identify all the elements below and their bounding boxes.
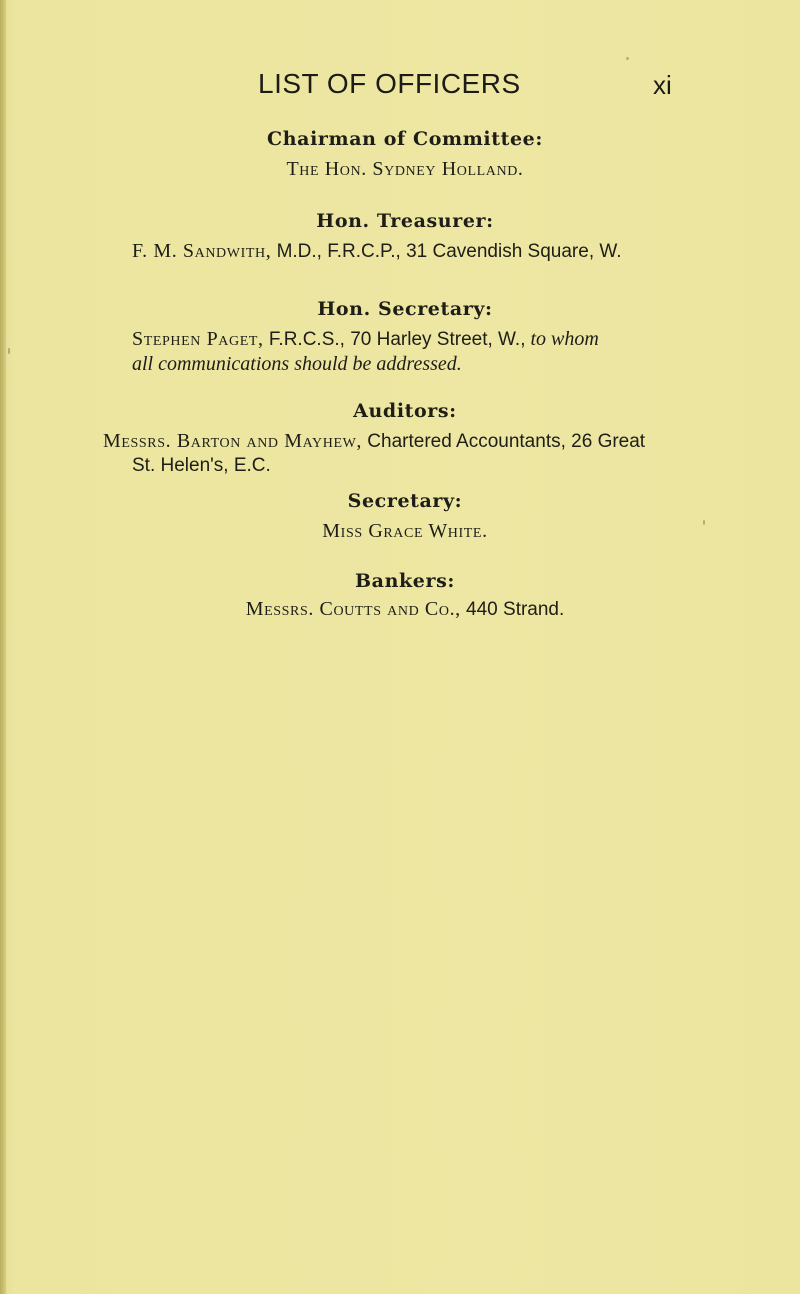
running-header — [0, 68, 800, 108]
hon-secretary-note-start: to whom — [530, 328, 599, 350]
secretary-section — [0, 490, 800, 543]
chairman-section — [0, 128, 800, 181]
page-number: xi — [653, 70, 672, 100]
treasurer-section — [0, 210, 800, 263]
auditors-heading: Auditors: — [353, 400, 457, 422]
treasurer-name: F. M. Sandwith, — [132, 240, 272, 262]
bankers-section — [0, 570, 800, 621]
page-title: LIST OF OFFICERS — [258, 68, 521, 99]
treasurer-entry — [0, 240, 800, 263]
hon-secretary-details: F.R.C.S., 70 Harley Street, W., — [263, 329, 526, 350]
auditors-section — [0, 400, 800, 477]
treasurer-details: M.D., F.R.C.P., 31 Cavendish Square, W. — [271, 241, 622, 262]
chairman-heading: Chairman of Committee: — [267, 128, 543, 150]
auditors-details: Chartered Accountants, 26 Great — [362, 431, 646, 452]
auditors-address: St. Helen's, E.C. — [132, 455, 271, 476]
hon-secretary-section — [0, 298, 800, 376]
chairman-name: The Hon. Sydney Holland. — [286, 158, 524, 180]
hon-secretary-note: all communications should be addressed. — [132, 353, 462, 375]
auditors-entry — [0, 430, 800, 453]
paper-speck — [626, 57, 629, 60]
auditors-name: Messrs. Barton and Mayhew, — [103, 430, 363, 452]
bankers-entry — [0, 598, 800, 621]
bankers-name: Messrs. Coutts and Co., — [245, 598, 461, 620]
hon-secretary-entry — [0, 328, 800, 351]
paper-speck — [8, 348, 10, 354]
bankers-details: 440 Strand. — [460, 599, 565, 620]
page-binding-edge — [0, 0, 6, 1294]
secretary-name: Miss Grace White. — [322, 520, 488, 542]
treasurer-heading: Hon. Treasurer: — [316, 210, 494, 232]
hon-secretary-heading: Hon. Secretary: — [317, 298, 493, 320]
secretary-heading: Secretary: — [347, 490, 463, 512]
hon-secretary-name: Stephen Paget, — [132, 328, 264, 350]
bankers-heading: Bankers: — [355, 570, 455, 592]
paper-speck — [703, 520, 705, 525]
